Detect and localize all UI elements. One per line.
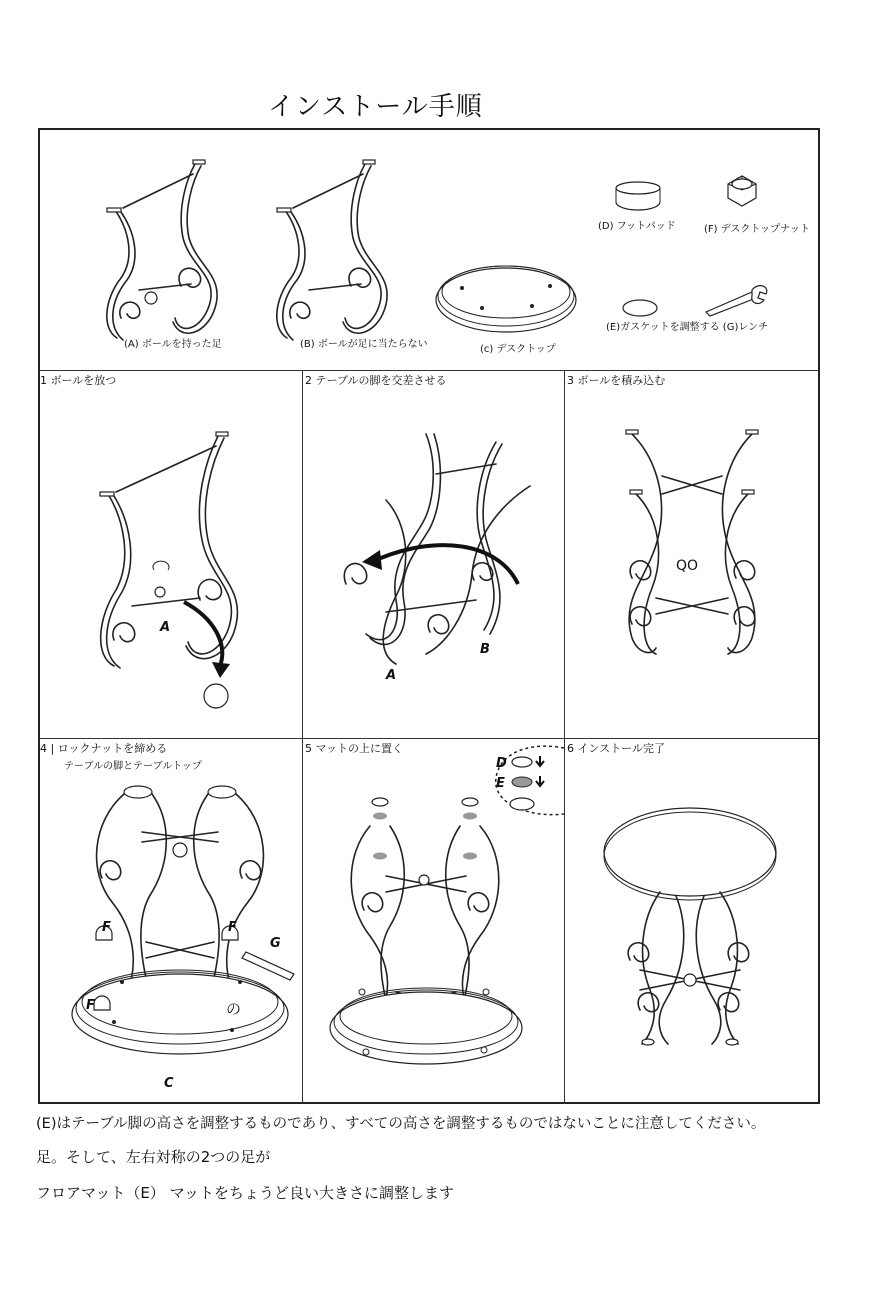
step-5-label: 5 マットの上に置く xyxy=(305,742,404,755)
callout-c-step4: C xyxy=(164,1076,174,1091)
desktop-nut-icon xyxy=(720,170,764,210)
step-2-illustration xyxy=(326,424,546,684)
callout-d-step5: D xyxy=(496,756,507,771)
part-b-label: (B) ボールが足に当たらない xyxy=(300,339,428,350)
callout-e-step5: E xyxy=(496,776,505,791)
col-divider-2 xyxy=(564,370,565,1104)
step-3-label: 3 ボールを積み込む xyxy=(567,374,666,387)
callout-qo: QO xyxy=(676,558,699,574)
part-e-g-label: (E)ガスケットを調整する (G)レンチ xyxy=(606,322,769,333)
step-3-illustration xyxy=(612,428,772,668)
part-a-label: (A) ボールを持った足 xyxy=(124,339,222,350)
part-leg-a-illustration xyxy=(95,158,235,348)
page-title: インストール手順 xyxy=(268,92,483,122)
callout-b-step2: B xyxy=(480,642,490,657)
foot-pad-icon xyxy=(610,180,666,212)
callout-a-step2: A xyxy=(386,668,397,683)
callout-g-step4: G xyxy=(270,936,281,951)
row-divider-1 xyxy=(38,370,820,371)
step-1-illustration xyxy=(88,430,248,720)
step-2-label: 2 テーブルの脚を交差させる xyxy=(305,374,447,387)
step-6-finished-table-illustration xyxy=(600,800,780,1050)
part-f-label: (F) デスクトップナット xyxy=(704,224,810,235)
callout-f-step4-left: F xyxy=(102,920,111,935)
note-line-3: フロアマット（E） マットをちょうど良い大きさに調整します xyxy=(36,1184,455,1202)
callout-no-step4: の xyxy=(226,1000,242,1018)
wrench-icon xyxy=(702,282,772,318)
note-line-2: 足。そして、左右対称の2つの足が xyxy=(36,1148,271,1166)
step-4-illustration xyxy=(62,782,302,1082)
step-5-illustration xyxy=(326,796,526,1076)
part-d-label: (D) フットパッド xyxy=(598,221,676,232)
step-1-label: 1 ボールを放つ xyxy=(40,374,117,387)
step-6-label: 6 インストール完了 xyxy=(567,742,665,755)
callout-f-step4-bottom: F xyxy=(86,998,95,1013)
col-divider-1 xyxy=(302,370,303,1104)
part-tabletop-illustration xyxy=(432,262,582,342)
note-line-1: (E)はテーブル脚の高さを調整するものであり、すべての高さを調整するものではないことに注意してください。 xyxy=(36,1116,766,1132)
gasket-icon xyxy=(620,298,660,318)
callout-a-step1: A xyxy=(160,620,171,635)
step-4-label: 4 | ロックナットを締める xyxy=(40,742,168,755)
callout-f-step4-right: F xyxy=(228,920,237,935)
part-c-label: (c) デスクトップ xyxy=(480,344,556,355)
step-4-sublabel: テーブルの脚とテーブルトップ xyxy=(64,761,202,772)
row-divider-2 xyxy=(38,738,820,739)
part-leg-b-illustration xyxy=(265,158,405,348)
